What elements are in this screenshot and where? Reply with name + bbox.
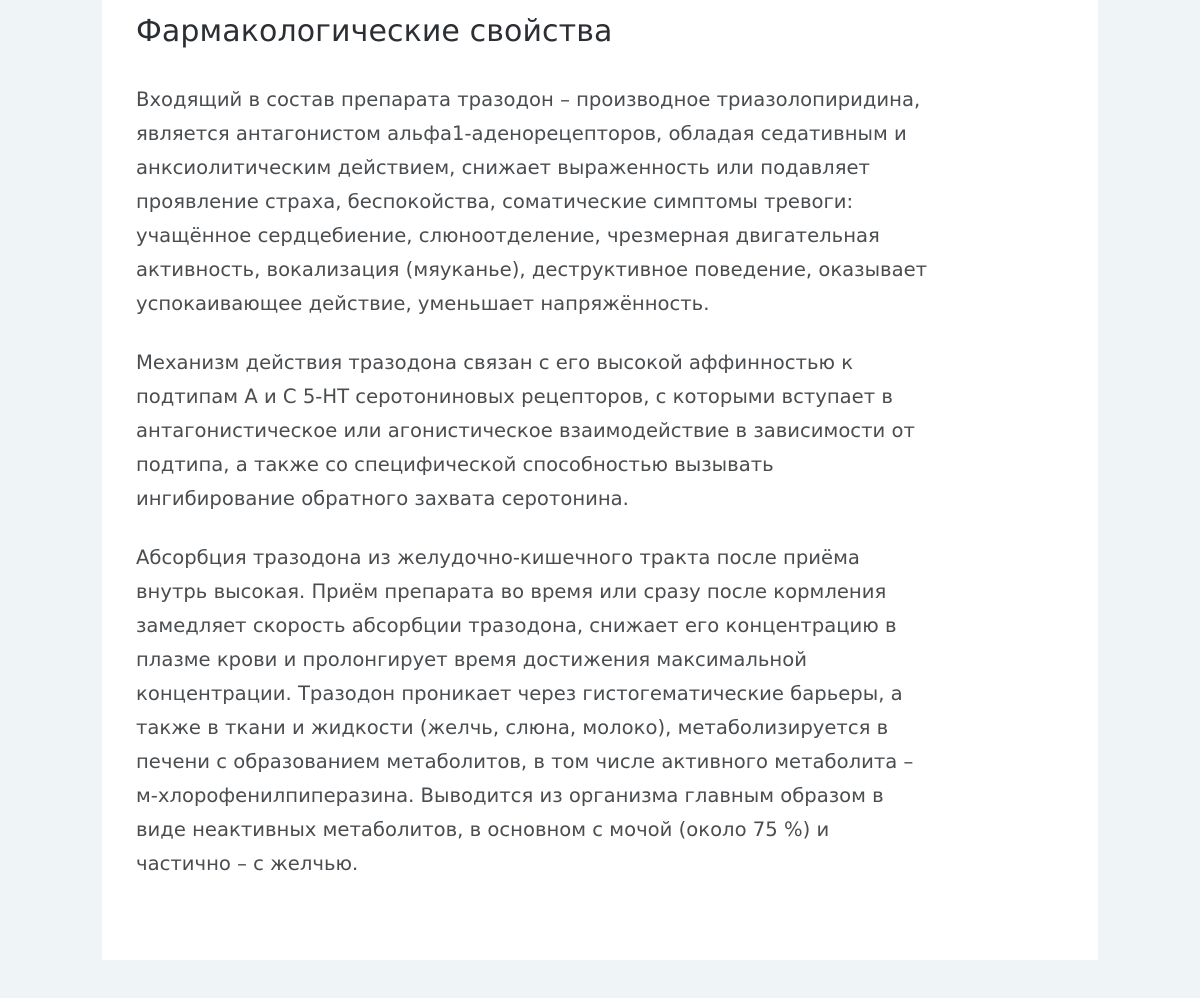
- text-line: замедляет скорость абсорбции тразодона, снижает его концентрацию в: [136, 614, 897, 637]
- text-line: виде неактивных метаболитов, в основном с мочой (около 75 %) и: [136, 818, 830, 841]
- text-line: подтипа, а также со специфической способностью вызывать: [136, 453, 774, 476]
- text-line: Механизм действия тразодона связан с его высокой аффинностью к: [136, 351, 854, 374]
- text-line: частично – с желчью.: [136, 852, 359, 875]
- text-line: Абсорбция тразодона из желудочно-кишечного тракта после приёма: [136, 546, 860, 569]
- text-line: проявление страха, беспокойства, соматические симптомы тревоги:: [136, 190, 854, 213]
- section-title: Фармакологические свойства: [136, 14, 613, 49]
- paragraph-mechanism: [136, 346, 1064, 516]
- text-line: концентрации. Тразодон проникает через гистогематические барьеры, а: [136, 682, 903, 705]
- text-line: плазме крови и пролонгирует время достижения максимальной: [136, 648, 807, 671]
- text-line: анксиолитическим действием, снижает выраженность или подавляет: [136, 156, 870, 179]
- paragraph-pharmacokinetics: [136, 541, 1064, 881]
- text-line: м-хлорофенилпиперазина. Выводится из организма главным образом в: [136, 784, 884, 807]
- paragraph-pharmacodynamics: [136, 83, 1064, 321]
- text-line: также в ткани и жидкости (желчь, слюна, молоко), метаболизируется в: [136, 716, 889, 739]
- text-line: подтипам А и С 5-НТ серотониновых рецепторов, с которыми вступает в: [136, 385, 893, 408]
- text-line: ингибирование обратного захвата серотонина.: [136, 487, 629, 510]
- text-line: активность, вокализация (мяуканье), деструктивное поведение, оказывает: [136, 258, 928, 281]
- text-line: внутрь высокая. Приём препарата во время или сразу после кормления: [136, 580, 887, 603]
- article-card: [102, 0, 1098, 960]
- text-line: антагонистическое или агонистическое взаимодействие в зависимости от: [136, 419, 915, 442]
- text-line: является антагонистом альфа1-аденорецепторов, обладая седативным и: [136, 122, 907, 145]
- text-line: успокаивающее действие, уменьшает напряжённость.: [136, 292, 710, 315]
- text-line: учащённое сердцебиение, слюноотделение, чрезмерная двигательная: [136, 224, 880, 247]
- text-line: Входящий в состав препарата тразодон – производное триазолопиридина,: [136, 88, 921, 111]
- text-line: печени с образованием метаболитов, в том числе активного метаболита –: [136, 750, 914, 773]
